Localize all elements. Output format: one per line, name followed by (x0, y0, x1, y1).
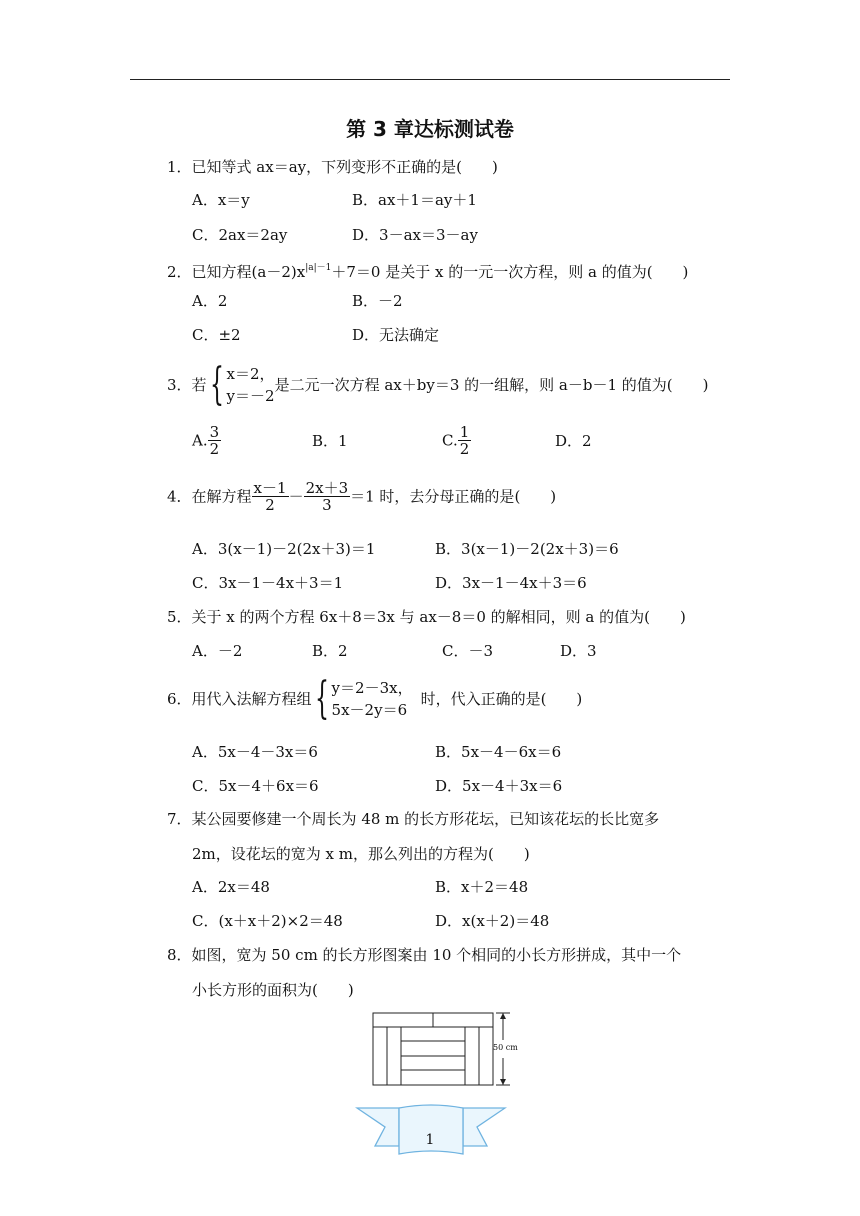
q4-fraction-2 (304, 480, 351, 513)
q2-exponent: |a|－1 (305, 263, 332, 273)
header-rule (130, 79, 730, 80)
q2-option-c: C．±2 (192, 326, 241, 344)
q3-option-a-label: A. (192, 431, 208, 450)
q3-post: 是二元一次方程 ax＋by＝3 的一组解，则 a－b－1 的值为( ) (274, 376, 709, 394)
q6-option-b: B．5x－4－6x＝6 (435, 743, 562, 761)
q6-option-a: A．5x－4－3x＝6 (192, 743, 318, 761)
q3-option-a (192, 424, 221, 457)
q3-option-c-label: C. (442, 431, 458, 450)
q5-option-c: C．－3 (442, 642, 494, 660)
q3-option-a-fraction (208, 424, 222, 457)
q3-option-b: B．1 (312, 432, 348, 450)
question-8-line-1: 8．如图，宽为 50 cm 的长方形图案由 10 个相同的小长方形拼成，其中一个 (167, 946, 682, 964)
q4-fraction-1 (252, 480, 289, 513)
q4-f2-denominator: 3 (322, 496, 332, 514)
q7-option-c: C．(x＋x＋2)×2＝48 (192, 912, 343, 930)
q6-option-c: C．5x－4＋6x＝6 (192, 777, 319, 795)
page-title: 第 3 章达标测试卷 (346, 117, 514, 141)
q5-option-a: A．－2 (192, 642, 243, 660)
q7-option-a: A．2x＝48 (192, 878, 270, 896)
q1-option-a: A．x＝y (192, 191, 250, 209)
q2-stem-pre: 2．已知方程(a－2)x (167, 263, 306, 281)
q2-option-a: A．2 (192, 292, 228, 310)
q3-brace: { (209, 359, 224, 410)
q2-stem-post: ＋7＝0 是关于 x 的一元一次方程，则 a 的值为( ) (331, 263, 689, 281)
question-3-stem (167, 359, 709, 410)
q5-option-d: D．3 (560, 642, 597, 660)
q4-post: ＝1 时，去分母正确的是( ) (350, 487, 557, 506)
q3-c-denominator: 2 (459, 440, 470, 458)
q4-pre: 4．在解方程 (167, 487, 252, 506)
q4-f1-numerator: x－1 (253, 479, 287, 497)
q4-option-d: D．3x－1－4x＋3＝6 (435, 574, 587, 592)
q3-pre: 3．若 (167, 376, 207, 394)
q6-post: 时，代入正确的是( ) (420, 690, 583, 708)
page-number: 1 (425, 1132, 435, 1148)
q1-option-b: B．ax＋1＝ay＋1 (352, 191, 477, 209)
q4-option-c: C．3x－1－4x＋3＝1 (192, 574, 344, 592)
question-7-line-1: 7．某公园要修建一个周长为 48 m 的长方形花坛，已知该花坛的长比宽多 (167, 810, 660, 828)
q7-option-b: B．x＋2＝48 (435, 878, 529, 896)
q6-brace: { (314, 673, 329, 724)
q6-pre: 6．用代入法解方程组 (167, 690, 312, 708)
q6-option-d: D．5x－4＋3x＝6 (435, 777, 563, 795)
figure-dimension-label: 50 cm (493, 1043, 518, 1052)
question-4-stem (167, 480, 556, 513)
q4-f2-numerator: 2x＋3 (305, 479, 349, 497)
q2-option-d: D．无法确定 (352, 326, 440, 344)
q5-option-b: B．2 (312, 642, 348, 660)
q6-equation-system (332, 677, 413, 721)
q3-option-c-fraction (458, 424, 472, 457)
q3-a-denominator: 2 (209, 440, 220, 458)
question-7-line-2: 2m，设花坛的宽为 x m，那么列出的方程为( ) (192, 845, 530, 863)
q4-option-a: A．3(x－1)－2(2x＋3)＝1 (192, 540, 376, 558)
figure-dim-arrow-down (500, 1079, 506, 1085)
q3-a-numerator: 3 (209, 423, 220, 441)
q3-system-line-2: y＝－2 (226, 387, 275, 405)
question-5-stem: 5．关于 x 的两个方程 6x＋8＝3x 与 ax－8＝0 的解相同，则 a 的值为( ) (167, 608, 686, 626)
q3-option-d: D．2 (555, 432, 592, 450)
q3-system-line-1: x＝2， (226, 365, 275, 383)
q2-option-b: B．－2 (352, 292, 403, 310)
q3-option-c (442, 424, 471, 457)
q3-c-numerator: 1 (459, 423, 470, 441)
q4-minus: － (288, 487, 304, 506)
question-1-stem: 1．已知等式 ax＝ay，下列变形不正确的是( ) (167, 158, 498, 176)
q6-system-line-1: y＝2－3x， (331, 679, 413, 697)
q6-system-line-2: 5x－2y＝6 (331, 701, 408, 719)
question-2-stem (167, 259, 688, 281)
question-6-stem (167, 673, 583, 724)
q3-equation-system (227, 363, 275, 407)
q1-option-d: D．3－ax＝3－ay (352, 226, 478, 244)
q1-option-c: C．2ax＝2ay (192, 226, 288, 244)
figure-dim-arrow-up (500, 1013, 506, 1019)
q7-option-d: D．x(x＋2)＝48 (435, 912, 550, 930)
q4-option-b: B．3(x－1)－2(2x＋3)＝6 (435, 540, 619, 558)
question-8-line-2: 小长方形的面积为( ) (192, 981, 354, 999)
q4-f1-denominator: 2 (265, 496, 275, 514)
